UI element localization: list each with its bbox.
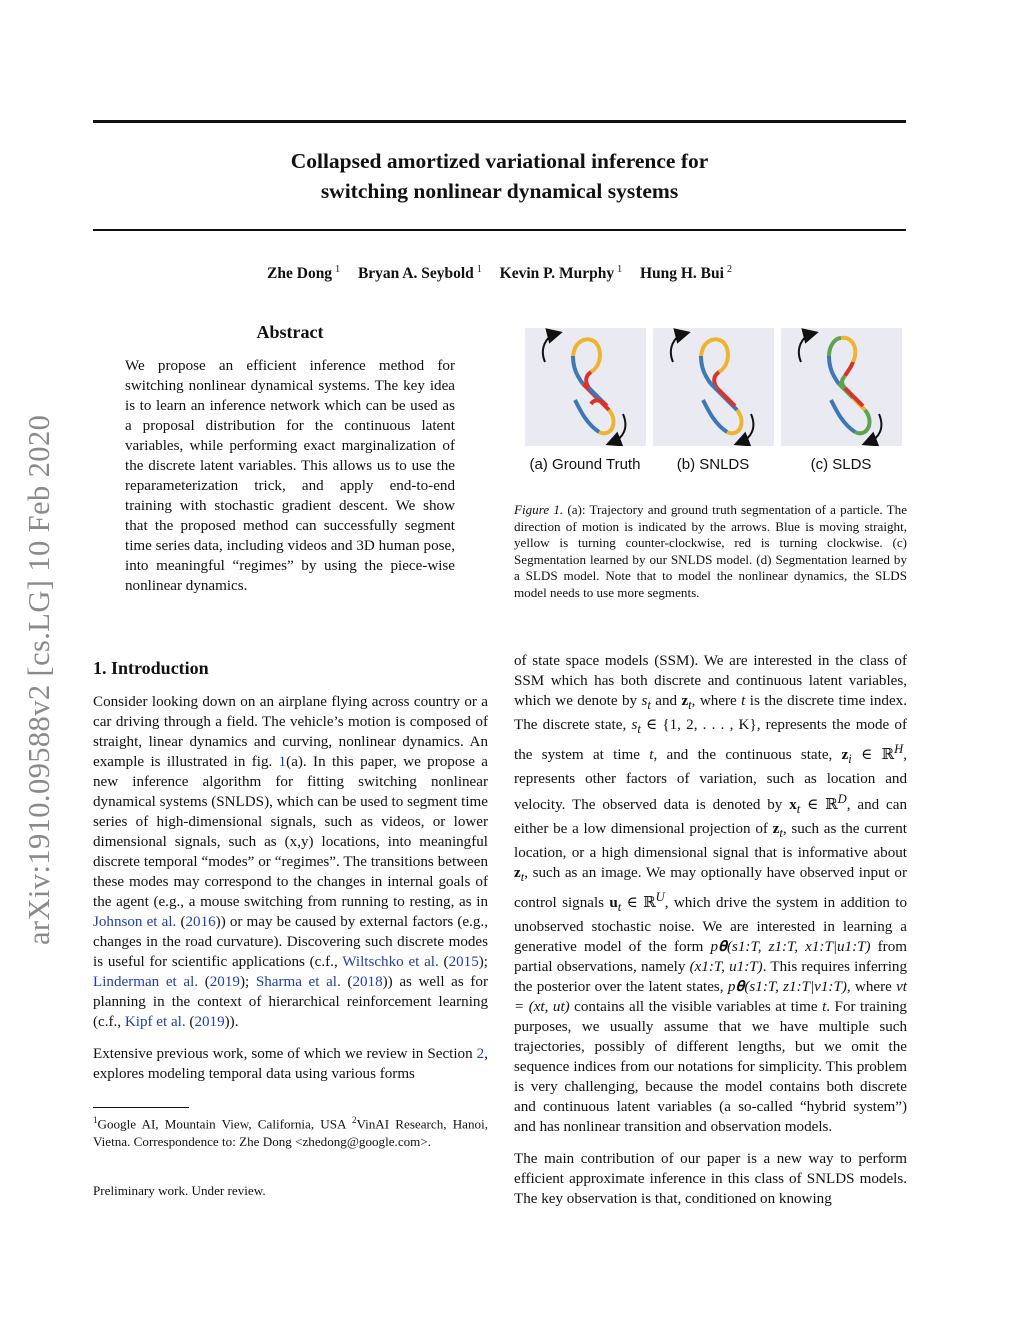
title-bottom-rule (93, 229, 906, 231)
citation-link[interactable]: Johnson et al. (93, 914, 177, 930)
figure-panel-slds (781, 328, 902, 446)
author-list (93, 264, 906, 283)
intro-paragraph-2: Extensive previous work, some of which we review in Section 2, explores modeling temporal data using various forms (93, 1046, 488, 1082)
trajectory-plot-slds (781, 328, 902, 446)
author: Bryan A. Seybold $^1$ (357, 264, 482, 283)
intro-paragraph-1: Consider looking down on an airplane flying across country or a car driving through a field. The vehicle’s motion is composed of straight, linear dynamics and curving, nonlinear dynamics. An example is illustrated in fig. 1(a). In this paper, we propose a new inference algorithm for fitting switching nonlinear dynamical systems (SNLDS), which can be used to segment time series of high-dimensional signals, such as videos, or lower dimensional signals, such as (x,y) locations, into meaningful discrete temporal “modes” or “regimes”. The transitions between these modes may correspond to the changes in internal goals of the agent (e.g., a mouse switching from running to resting, as in Johnson et al. (2016)) or may be caused by external factors (e.g., changes in the road curvature). Discovering such discrete modes is useful for scientific applications (c.f., Wiltschko et al. (2015); Linderman et al. (2019); Sharma et al. (2018)) as well as for planning in the context of hierarchical reinforcement learning (c.f., Kipf et al. (2019)). (93, 694, 488, 1030)
figure-caption: Figure 1. (a): Trajectory and ground truth segmentation of a particle. The direction of motion is indicated by the arrows. Blue is moving straight, yellow is turning counter-clockwise, red is turning clockwise. (c) Segmentation learned by our SNLDS model. (d) Segmentation learned by a SLDS model. Note that to model the nonlinear dynamics, the SLDS model needs to use more segments. (514, 502, 908, 600)
arxiv-identifier[interactable]: arXiv:1910.09588v2 [cs.LG] 10 Feb 2020 (22, 414, 56, 945)
title-line-2: switching nonlinear dynamical systems (320, 179, 679, 203)
citation-year-link[interactable]: 2015 (448, 954, 479, 970)
figure-label-snlds: (b) SNLDS (676, 456, 750, 473)
footnote-affiliations: $^1$Google AI, Mountain View, California, USA $^2$VinAI Research, Hanoi, Vietna. Correspondence to: Zhe Dong <zhedong@google.com>. (93, 1115, 488, 1149)
citation-year-link[interactable]: 2016 (185, 914, 216, 930)
trajectory-plot-snlds (653, 328, 774, 446)
citation-year-link[interactable]: 2018 (352, 974, 383, 990)
figure-ref-link[interactable]: 1 (278, 754, 287, 770)
citation-link[interactable]: Wiltschko et al. (342, 954, 439, 970)
section-ref-link[interactable]: 2 (476, 1046, 485, 1062)
figure-panel-ground-truth (525, 328, 646, 446)
figure-label-ground-truth: (a) Ground Truth (529, 456, 641, 473)
author: Kevin P. Murphy $^1$ (499, 264, 623, 283)
author: Zhe Dong $^1$ (267, 264, 341, 283)
citation-year-link[interactable]: 2019 (194, 1014, 225, 1030)
citation-link[interactable]: Kipf et al. (124, 1014, 186, 1030)
intro-paragraph-4: The main contribution of our paper is a new way to perform efficient approximate inference in this class of SNLDS models. The key observation is that, conditioned on knowing (514, 1151, 907, 1208)
author: Hung H. Bui $^2$ (639, 264, 732, 283)
title-line-1: Collapsed amortized variational inference for (290, 149, 709, 173)
intro-paragraph-3: of state space models (SSM). We are interested in the class of SSM which has both discrete and continuous latent variables, which we denote by $s_t$ and $z_t$, where t is the discrete time index. The discrete state, $s_t$ ∈ {1, 2, . . . , K}, represents the mode of the system at time t, and the continuous state, $z_i$ ∈ ℝ$^H$, represents other factors of variation, such as location and velocity. The observed data is denoted by $x_t$ ∈ ℝ$^D$, and can either be a low dimensional projection of $z_t$, such as the current location, or a high dimensional signal that is informative about $z_t$, such as an image. We may optionally have observed input or control signals $u_t$ ∈ ℝ$^U$, which drive the system in addition to unobserved stochastic noise. We are interested in learning a generative model of the form p𝛉(s1:T, z1:T, x1:T|u1:T) from partial observations, namely (x1:T, u1:T). This requires inferring the posterior over the latent states, p𝛉(s1:T, z1:T|v1:T), where vt = (xt, ut) contains all the visible variables at time t. For training purposes, we usually assume that we have multiple such trajectories, possibly of different lengths, but we omit the sequence indices from our notations for simplicity. This problem is very challenging, because the model contains both discrete and continuous latent variables (a so-called “hybrid system”) and has nonlinear transition and observation models. (514, 653, 907, 1136)
intro-left-column (93, 692, 488, 1096)
section-heading-introduction: 1. Introduction (93, 658, 209, 678)
abstract-body: We propose an efficient inference method for switching nonlinear dynamical systems. The key idea is to learn an inference network which can be used as a proposal distribution for the continuous latent variables, while performing exact marginalization of the discrete latent variables. This allows us to use the reparameterization trick, and apply end-to-end training with stochastic gradient descent. We show that the proposed method can successfully segment time series data, including videos and 3D human pose, into meaningful “regimes” by using the piece-wise nonlinear dynamics. (125, 358, 455, 594)
citation-link[interactable]: Linderman et al. (93, 974, 199, 990)
trajectory-plot-ground-truth (525, 328, 646, 446)
figure-panel-snlds (653, 328, 774, 446)
title-top-rule (93, 120, 906, 123)
figure-label-slds: (c) SLDS (810, 456, 872, 473)
citation-year-link[interactable]: 2019 (209, 974, 240, 990)
paper-title (93, 146, 906, 206)
preliminary-note: Preliminary work. Under review. (93, 1183, 266, 1198)
intro-right-column (514, 651, 907, 1221)
citation-link[interactable]: Sharma et al. (255, 974, 341, 990)
footnote-rule (93, 1107, 189, 1108)
abstract-heading: Abstract (256, 322, 324, 342)
